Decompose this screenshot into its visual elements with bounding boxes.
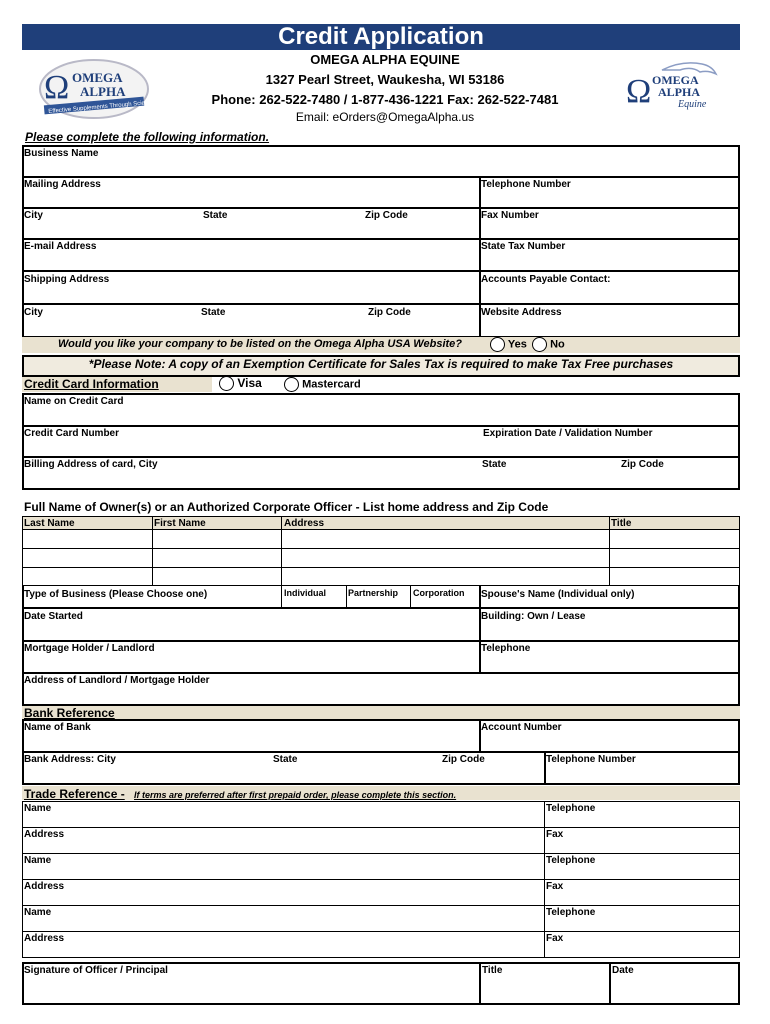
svg-text:Ω: Ω	[626, 73, 652, 110]
trade-address-label: Address	[24, 829, 65, 840]
date-started-label: Date Started	[24, 611, 83, 622]
trade-fax-label: Fax	[546, 829, 564, 840]
bank-band	[22, 706, 740, 719]
bank-city-label: Bank Address: City	[24, 754, 116, 765]
name-on-card-label: Name on Credit Card	[24, 396, 124, 407]
bank-name-field[interactable]	[24, 734, 476, 750]
company-email: Email: eOrders@OmegaAlpha.us	[295, 110, 475, 124]
email-address-field[interactable]	[24, 253, 476, 269]
svg-text:Ω: Ω	[44, 69, 70, 106]
state-tax-number-label: State Tax Number	[481, 241, 566, 252]
billing-address-field[interactable]	[24, 471, 476, 487]
mortgage-holder-label: Mortgage Holder / Landlord	[24, 643, 155, 654]
expiration-field[interactable]	[483, 440, 736, 455]
col-title: Title	[611, 518, 632, 529]
logo-left-line1: OMEGA	[72, 70, 123, 85]
mastercard-option[interactable]	[284, 377, 361, 392]
credit-card-section-title: Credit Card Information	[24, 377, 159, 391]
signature-date-label: Date	[612, 965, 634, 976]
website-no-option[interactable]	[532, 337, 565, 352]
col-last-name: Last Name	[24, 518, 75, 529]
ap-contact-field[interactable]	[481, 286, 736, 302]
trade-name-label: Name	[24, 907, 52, 918]
page-title: Credit Application	[22, 24, 740, 50]
omega-alpha-equine-logo-right	[622, 60, 718, 112]
email-address-label: E-mail Address	[24, 241, 97, 252]
bank-telephone-field[interactable]	[546, 766, 736, 782]
type-of-business-label: Type of Business (Please Choose one)	[24, 589, 208, 600]
building-label: Building: Own / Lease	[481, 611, 586, 622]
col-first-name: First Name	[154, 518, 206, 529]
intro-text: Please complete the following information.	[25, 130, 270, 144]
bank-telephone-label: Telephone Number	[546, 754, 636, 765]
company-phone: Phone: 262-522-7480 / 1-877-436-1221 Fax: 262-522-7481	[211, 92, 559, 107]
signature-date-field[interactable]	[612, 978, 736, 1002]
omega-alpha-logo-left	[38, 58, 150, 120]
trade-field[interactable]	[23, 945, 543, 957]
business-name-label: Business Name	[24, 148, 99, 159]
mailing-address-label: Mailing Address	[24, 179, 101, 190]
signature-label: Signature of Officer / Principal	[24, 965, 168, 976]
website-address-field[interactable]	[481, 319, 736, 335]
account-number-field[interactable]	[481, 734, 736, 750]
landlord-address-field[interactable]	[24, 687, 736, 703]
mailing-address-field[interactable]	[24, 191, 476, 206]
bank-name-label: Name of Bank	[24, 722, 91, 733]
owner-row[interactable]	[23, 549, 739, 567]
ap-contact-label: Accounts Payable Contact:	[481, 274, 611, 285]
owners-heading: Full Name of Owner(s) or an Authorized Corporate Officer - List home address and Zip Code	[24, 500, 549, 514]
mortgage-holder-field[interactable]	[24, 655, 476, 671]
corporation-option[interactable]: Corporation	[413, 588, 465, 598]
state-label: State	[203, 210, 228, 221]
date-started-field[interactable]	[24, 623, 476, 639]
owner-row[interactable]	[23, 568, 739, 585]
telephone-number-field[interactable]	[481, 191, 736, 206]
telephone-number-label: Telephone Number	[481, 179, 571, 190]
trade-fax-label: Fax	[546, 933, 564, 944]
tax-note: *Please Note: A copy of an Exemption Certificate for Sales Tax is required to make Tax Free purchases	[88, 357, 674, 371]
trade-telephone-label: Telephone	[546, 855, 596, 866]
col-address: Address	[284, 518, 325, 529]
state-tax-number-field[interactable]	[481, 253, 736, 269]
trade-telephone-label: Telephone	[546, 803, 596, 814]
landlord-address-label: Address of Landlord / Mortgage Holder	[24, 675, 210, 686]
bank-state-label: State	[273, 754, 298, 765]
business-name-field[interactable]	[24, 160, 736, 175]
website-yes-option[interactable]	[490, 337, 527, 352]
name-on-card-field[interactable]	[24, 408, 736, 424]
fax-number-label: Fax Number	[481, 210, 539, 221]
owner-row[interactable]	[23, 530, 739, 548]
website-no-radio[interactable]	[532, 337, 547, 352]
billing-address-label: Billing Address of card, City	[24, 459, 158, 470]
website-yes-label: Yes	[507, 338, 527, 351]
logo-right-line1: OMEGA	[652, 73, 699, 87]
website-address-label: Website Address	[481, 307, 562, 318]
shipping-city-state-zip-field[interactable]	[24, 319, 476, 335]
company-name: OMEGA ALPHA EQUINE	[310, 52, 460, 67]
bank-section-title: Bank Reference	[24, 706, 115, 720]
shipping-zip-label: Zip Code	[368, 307, 411, 318]
signature-title-label: Title	[482, 965, 503, 976]
trade-field[interactable]	[23, 867, 543, 879]
trade-section-title: Trade Reference -	[24, 787, 125, 801]
landlord-telephone-label: Telephone	[481, 643, 531, 654]
building-field[interactable]	[481, 623, 736, 639]
trade-address-label: Address	[24, 881, 65, 892]
bank-zip-label: Zip Code	[442, 754, 485, 765]
shipping-address-field[interactable]	[24, 286, 476, 302]
trade-field[interactable]	[23, 841, 543, 853]
website-yes-radio[interactable]	[490, 337, 505, 352]
shipping-city-label: City	[24, 307, 43, 318]
city-state-zip-field[interactable]	[24, 222, 476, 237]
landlord-telephone-field[interactable]	[481, 655, 736, 671]
trade-field[interactable]	[23, 919, 543, 931]
trade-name-label: Name	[24, 855, 52, 866]
trade-address-label: Address	[24, 933, 65, 944]
website-question: Would you like your company to be listed on the Omega Alpha USA Website?	[58, 338, 462, 350]
mastercard-label: Mastercard	[302, 378, 361, 391]
logo-right-line2: ALPHA	[658, 85, 700, 99]
card-number-field[interactable]	[24, 440, 476, 455]
trade-field[interactable]	[23, 815, 543, 827]
zip-code-label: Zip Code	[365, 210, 408, 221]
website-no-label: No	[550, 338, 565, 351]
city-label: City	[24, 210, 43, 221]
card-number-label: Credit Card Number	[24, 428, 120, 439]
billing-state-label: State	[482, 459, 507, 470]
partnership-option[interactable]: Partnership	[348, 588, 399, 598]
shipping-address-label: Shipping Address	[24, 274, 110, 285]
shipping-state-label: State	[201, 307, 226, 318]
individual-option[interactable]: Individual	[284, 588, 327, 598]
mastercard-radio[interactable]	[284, 377, 299, 392]
trade-name-label: Name	[24, 803, 52, 814]
logo-right-line3: Equine	[678, 99, 707, 110]
company-address: 1327 Pearl Street, Waukesha, WI 53186	[265, 72, 505, 87]
trade-field[interactable]	[23, 893, 543, 905]
logo-left-tagline: Effective Supplements Through Science	[48, 99, 150, 115]
trade-fax-label: Fax	[546, 881, 564, 892]
expiration-label: Expiration Date / Validation Number	[483, 428, 653, 439]
fax-number-field[interactable]	[481, 222, 736, 237]
signature-title-field[interactable]	[482, 978, 607, 1002]
spouse-name-label: Spouse's Name (Individual only)	[481, 589, 635, 600]
visa-radio[interactable]	[219, 376, 234, 391]
visa-option[interactable]	[219, 376, 262, 391]
logo-left-line2: ALPHA	[80, 84, 126, 99]
owners-header-band	[22, 516, 740, 529]
billing-zip-label: Zip Code	[621, 459, 664, 470]
visa-label: Visa	[237, 376, 262, 390]
account-number-label: Account Number	[481, 722, 562, 733]
trade-note: If terms are preferred after first prepaid order, please complete this section.	[134, 790, 457, 800]
signature-field[interactable]	[24, 978, 476, 1002]
bank-address-field[interactable]	[24, 766, 541, 782]
trade-telephone-label: Telephone	[546, 907, 596, 918]
